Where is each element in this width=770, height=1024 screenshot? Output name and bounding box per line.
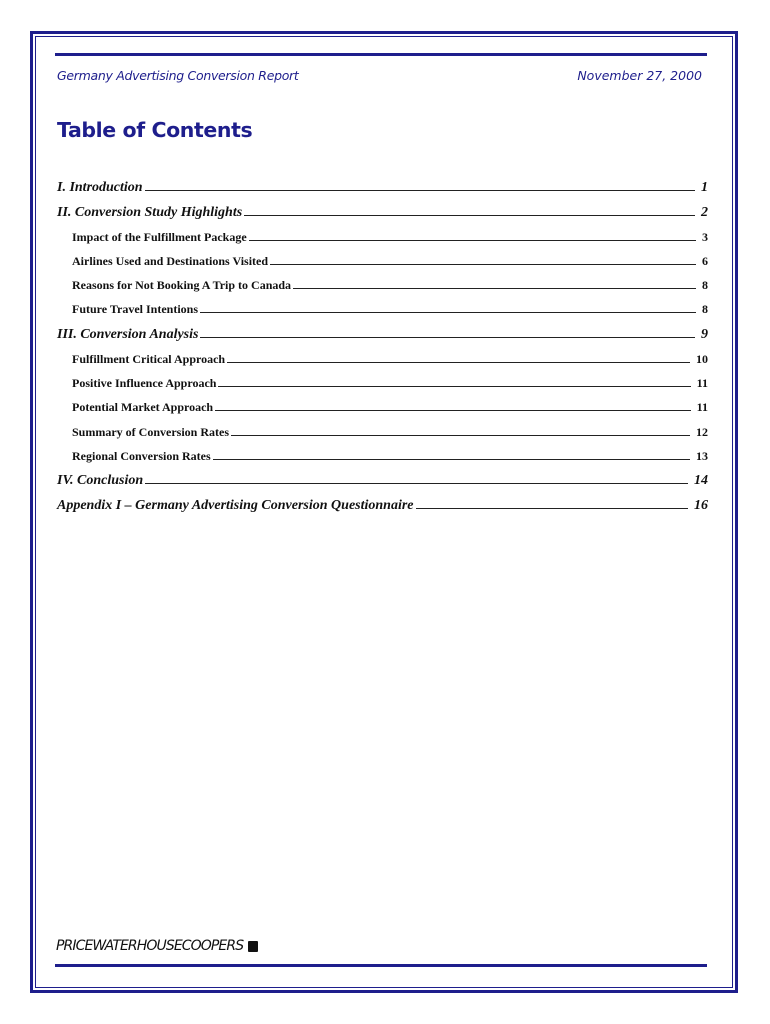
toc-entry-page: 8 xyxy=(702,302,708,316)
toc-leader xyxy=(200,311,696,313)
footer-rule xyxy=(55,964,707,967)
report-title-header: Germany Advertising Conversion Report xyxy=(57,68,299,83)
toc-leader xyxy=(215,409,691,411)
toc-leader xyxy=(293,287,696,289)
toc-entry-introduction[interactable] xyxy=(57,180,708,196)
toc-entry-page: 14 xyxy=(694,473,708,488)
toc-leader xyxy=(213,458,690,460)
toc-entry-regional-conversion-rates[interactable] xyxy=(72,449,708,464)
page-title: Table of Contents xyxy=(57,118,253,142)
toc-entry-label: IV. Conclusion xyxy=(57,473,144,488)
toc-entry-conversion-study-highlights[interactable] xyxy=(57,205,708,221)
header-rule xyxy=(55,53,707,56)
pricewaterhousecoopers-logo xyxy=(56,938,258,954)
toc-entry-page: 3 xyxy=(702,230,708,244)
report-date-header: November 27, 2000 xyxy=(577,68,702,83)
toc-entry-label: Appendix I – Germany Advertising Conversion Questionnaire xyxy=(57,498,414,513)
logo-mark-icon xyxy=(248,941,258,952)
toc-entry-reasons-not-booking[interactable] xyxy=(72,278,708,293)
toc-entry-label: Airlines Used and Destinations Visited xyxy=(72,254,269,268)
toc-leader xyxy=(145,482,688,484)
toc-entry-label: III. Conversion Analysis xyxy=(57,327,199,342)
toc-entry-airlines-destinations[interactable] xyxy=(72,254,708,269)
toc-entry-label: Reasons for Not Booking A Trip to Canada xyxy=(72,278,292,292)
toc-entry-label: Summary of Conversion Rates xyxy=(72,425,229,439)
toc-entry-future-travel[interactable] xyxy=(72,302,708,317)
toc-leader xyxy=(231,434,690,436)
toc-entry-conclusion[interactable] xyxy=(57,473,708,489)
toc-entry-page: 11 xyxy=(696,400,708,414)
toc-entry-label: Potential Market Approach xyxy=(72,400,214,414)
toc-leader xyxy=(227,361,690,363)
toc-entry-label: Future Travel Intentions xyxy=(72,302,199,316)
toc-entry-page: 8 xyxy=(702,278,708,292)
toc-leader xyxy=(244,214,695,216)
toc-leader xyxy=(145,189,695,191)
logo-wordmark: PRICEWATERHOUSECOOPERS xyxy=(56,938,244,954)
toc-entry-label: I. Introduction xyxy=(57,180,143,195)
toc-entry-page: 12 xyxy=(696,425,708,439)
toc-entry-impact-fulfillment[interactable] xyxy=(72,230,708,245)
toc-entry-fulfillment-critical[interactable] xyxy=(72,352,708,367)
toc-entry-page: 16 xyxy=(694,498,708,513)
toc-entry-page: 6 xyxy=(702,254,708,268)
toc-entry-summary-conversion-rates[interactable] xyxy=(72,425,708,440)
toc-entry-label: Regional Conversion Rates xyxy=(72,449,211,463)
toc-entry-potential-market[interactable] xyxy=(72,400,708,415)
toc-leader xyxy=(416,507,688,509)
toc-entry-appendix-questionnaire[interactable] xyxy=(57,498,708,514)
toc-entry-label: Positive Influence Approach xyxy=(72,376,217,390)
toc-entry-label: II. Conversion Study Highlights xyxy=(57,205,243,220)
toc-leader xyxy=(249,239,696,241)
toc-entry-label: Impact of the Fulfillment Package xyxy=(72,230,247,244)
toc-entry-label: Fulfillment Critical Approach xyxy=(72,352,226,366)
toc-leader xyxy=(218,385,690,387)
toc-entry-page: 1 xyxy=(701,180,708,195)
toc-entry-page: 13 xyxy=(696,449,708,463)
toc-entry-conversion-analysis[interactable] xyxy=(57,327,708,343)
toc-entry-page: 11 xyxy=(696,376,708,390)
toc-leader xyxy=(200,336,695,338)
toc-leader xyxy=(270,263,696,265)
toc-entry-page: 2 xyxy=(701,205,708,220)
toc-entry-page: 9 xyxy=(701,327,708,342)
toc-entry-positive-influence[interactable] xyxy=(72,376,708,391)
toc-entry-page: 10 xyxy=(696,352,708,366)
